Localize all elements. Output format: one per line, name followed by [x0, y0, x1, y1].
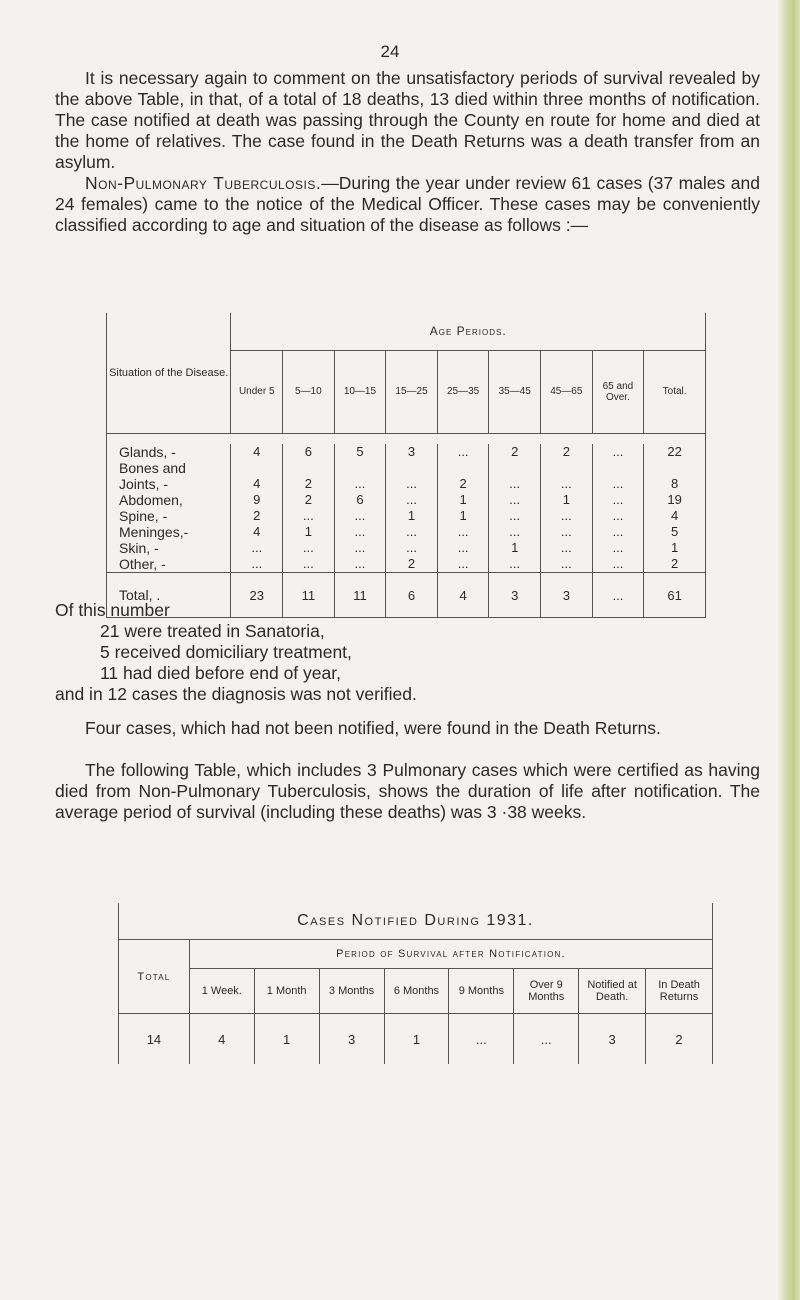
- cell: 5: [334, 444, 386, 460]
- table-row: [107, 524, 706, 540]
- list-item: 11 had died before end of year,: [100, 663, 341, 683]
- cell: ...: [437, 556, 489, 573]
- cell: 22: [644, 444, 706, 460]
- cell: ...: [489, 524, 541, 540]
- cell: ...: [514, 1014, 579, 1065]
- cell: ...: [334, 508, 386, 524]
- cell: ...: [489, 476, 541, 492]
- cell: ...: [334, 540, 386, 556]
- total-cell: 3: [541, 573, 593, 618]
- cell: ...: [449, 1014, 514, 1065]
- col-1-week: 1 Week.: [189, 969, 254, 1014]
- cell: ...: [231, 540, 283, 556]
- list-item: 5 received domiciliary treatment,: [100, 642, 352, 662]
- table-row: [107, 476, 706, 492]
- cell: ...: [592, 492, 644, 508]
- cell: 6: [334, 492, 386, 508]
- list-item: 21 were treated in Sanatoria,: [100, 621, 325, 641]
- col-under-5: Under 5: [231, 350, 283, 433]
- paragraph-diagnosis: and in 12 cases the diagnosis was not verified.: [55, 684, 417, 704]
- cell: ...: [283, 556, 335, 573]
- cell: 6: [283, 444, 335, 460]
- col-6-months: 6 Months: [384, 969, 449, 1014]
- paragraph-survival-comment: It is necessary again to comment on the unsatisfactory periods of survival revealed by the above Table, in that, of a total of 18 deaths, 13 died within three months of notification. The case notified at death was passing through the County en route for home and died at the home of relatives. The case found in the Death Returns was a death transfer from an asylum.: [55, 68, 760, 172]
- cell: ...: [592, 524, 644, 540]
- col-in-death-returns: In Death Returns: [646, 969, 713, 1014]
- total-cell: 6: [386, 573, 438, 618]
- cell: 4: [231, 476, 283, 492]
- cell: 1: [489, 540, 541, 556]
- total-cell: 11: [334, 573, 386, 618]
- cell: 2: [231, 508, 283, 524]
- cell: ...: [592, 508, 644, 524]
- cell: ...: [283, 540, 335, 556]
- cell: ...: [283, 508, 335, 524]
- cell: 9: [231, 492, 283, 508]
- survival-table: [118, 903, 713, 1064]
- col-9-months: 9 Months: [449, 969, 514, 1014]
- cell: ...: [386, 476, 438, 492]
- cell: [334, 460, 386, 476]
- cell: ...: [437, 524, 489, 540]
- cell: ...: [386, 492, 438, 508]
- col-3-months: 3 Months: [319, 969, 384, 1014]
- cell: ...: [541, 540, 593, 556]
- cell: ...: [541, 524, 593, 540]
- row-label: Other, -: [107, 556, 231, 573]
- cell: 8: [644, 476, 706, 492]
- cell: [386, 460, 438, 476]
- cell: [644, 460, 706, 476]
- total-cell: 11: [283, 573, 335, 618]
- cell: ...: [386, 524, 438, 540]
- col-25-35: 25—35: [437, 350, 489, 433]
- cell: ...: [334, 556, 386, 573]
- section-heading: Non-Pulmonary Tuberculosis.: [85, 173, 322, 193]
- paragraph-four-cases: Four cases, which had not been notified, were found in the Death Returns.: [85, 718, 661, 738]
- cell: 2: [283, 492, 335, 508]
- cell: 3: [386, 444, 438, 460]
- cell: [489, 460, 541, 476]
- cell: ...: [437, 540, 489, 556]
- table-row: [107, 460, 706, 476]
- row-label: Joints, -: [107, 476, 231, 492]
- cell: ...: [231, 556, 283, 573]
- cell: 4: [231, 524, 283, 540]
- paragraph-non-pulmonary: [55, 173, 760, 236]
- cell: 2: [644, 556, 706, 573]
- total-cell: 3: [489, 573, 541, 618]
- row-label: Glands, -: [107, 444, 231, 460]
- cell: 4: [189, 1014, 254, 1065]
- total-cell: ...: [592, 573, 644, 618]
- col-over-9-months: Over 9 Months: [514, 969, 579, 1014]
- cell: 2: [541, 444, 593, 460]
- total-cell: 61: [644, 573, 706, 618]
- cell: 2: [437, 476, 489, 492]
- table-row: [119, 1014, 713, 1065]
- table-row: [107, 556, 706, 573]
- row-label: Meninges,-: [107, 524, 231, 540]
- cell: 1: [437, 492, 489, 508]
- col-15-25: 15—25: [386, 350, 438, 433]
- page-number: 24: [380, 42, 400, 61]
- total-cell: 23: [231, 573, 283, 618]
- cell: ...: [489, 492, 541, 508]
- cell: ...: [489, 508, 541, 524]
- cell: [592, 460, 644, 476]
- cell: 1: [283, 524, 335, 540]
- table-row: [107, 508, 706, 524]
- cell: ...: [334, 524, 386, 540]
- cell: 1: [644, 540, 706, 556]
- section-body: —During the year under review 61 cases (37 males and 24 females) came to the notice of the Medical Officer. These cases may be conveniently classified according to age and situation of the disease as follows :—: [55, 173, 760, 235]
- col-total: Total.: [644, 350, 706, 433]
- table-row: [107, 444, 706, 460]
- col-1-month: 1 Month: [254, 969, 319, 1014]
- cell: 1: [384, 1014, 449, 1065]
- cell: ...: [386, 540, 438, 556]
- total-header: Total: [119, 940, 190, 1014]
- col-5-10: 5—10: [283, 350, 335, 433]
- cell: 1: [541, 492, 593, 508]
- total-value: 14: [119, 1014, 190, 1065]
- cell: 2: [646, 1014, 713, 1065]
- age-situation-table: [106, 313, 706, 618]
- cell: [231, 460, 283, 476]
- cell: [541, 460, 593, 476]
- cell: ...: [541, 476, 593, 492]
- table-title: Cases Notified During 1931.: [119, 903, 713, 940]
- cell: 2: [386, 556, 438, 573]
- period-header: Period of Survival after Notification.: [189, 940, 712, 969]
- situation-header: Situation of the Disease.: [107, 313, 231, 434]
- table-row: [107, 492, 706, 508]
- cell: 5: [644, 524, 706, 540]
- cell: 4: [231, 444, 283, 460]
- cell: 2: [283, 476, 335, 492]
- paragraph-following-table: The following Table, which includes 3 Pulmonary cases which were certified as having died from Non-Pulmonary Tuberculosis, shows the duration of life after notification. The average period of survival (including these deaths) was 3 ·38 weeks.: [55, 760, 760, 822]
- paragraph-of-this-number: Of this number: [55, 600, 170, 620]
- col-notified-at-death: Notified at Death.: [579, 969, 646, 1014]
- col-45-65: 45—65: [541, 350, 593, 433]
- cell: [283, 460, 335, 476]
- cell: 1: [254, 1014, 319, 1065]
- page-edge: [778, 0, 800, 1300]
- row-label: Skin, -: [107, 540, 231, 556]
- cell: 4: [644, 508, 706, 524]
- total-label: Total, .: [107, 573, 231, 618]
- cell: 1: [437, 508, 489, 524]
- row-label: Spine, -: [107, 508, 231, 524]
- row-label: Bones and: [107, 460, 231, 476]
- table-row: [107, 540, 706, 556]
- cell: ...: [592, 556, 644, 573]
- cell: 3: [579, 1014, 646, 1065]
- cell: 1: [386, 508, 438, 524]
- cell: ...: [592, 444, 644, 460]
- col-65-over: 65 and Over.: [592, 350, 644, 433]
- cell: ...: [541, 508, 593, 524]
- cell: 19: [644, 492, 706, 508]
- cell: [437, 460, 489, 476]
- total-cell: 4: [437, 573, 489, 618]
- cell: ...: [437, 444, 489, 460]
- cell: ...: [541, 556, 593, 573]
- cell: ...: [592, 476, 644, 492]
- row-label: Abdomen,: [107, 492, 231, 508]
- age-periods-header: Age Periods.: [231, 313, 706, 350]
- cell: ...: [489, 556, 541, 573]
- col-10-15: 10—15: [334, 350, 386, 433]
- cell: 2: [489, 444, 541, 460]
- col-35-45: 35—45: [489, 350, 541, 433]
- cell: ...: [334, 476, 386, 492]
- cell: ...: [592, 540, 644, 556]
- treatment-list: [100, 621, 352, 684]
- cell: 3: [319, 1014, 384, 1065]
